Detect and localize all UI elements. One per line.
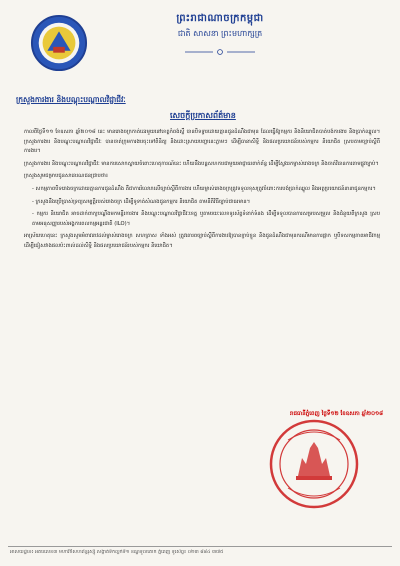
ornament-divider-icon [185, 49, 255, 55]
bullet-item: - សកម្មភាពបិទរោងចក្រដោយគ្មានការជូនដំណឹង គឺជាការរំលោភលើច្បាប់ស្តីពីការងារ ហើយម្ចាស់រោងចក្រត្រូវទទួលខុសត្រូវចំពោះការបង់ប្រាក់ឈ្នួល និងអត្ថប្រយោជន៍នានាជូនកម្មករ។ [32, 185, 376, 192]
official-seal-icon [268, 418, 360, 510]
body-paragraph: ក្រសួងសូមជម្រាបជូនសាធារណជនជ្រាបថា៖ [24, 173, 109, 180]
bullet-item: - ក្រសួងនឹងប្រើប្រាស់ទ្រព្យសម្បត្តិរបស់រោងចក្រ ដើម្បីទូទាត់សំណងជូនកម្មករ និយោជិត តាមនីតិវិធីច្បាប់ជាធរមាន។ [32, 198, 251, 205]
footer-address: អាសយដ្ឋាន៖ អគារលេខ៣ មហាវិថីសហព័ន្ធរុស្ស៊ី សង្កាត់ទឹកល្អក់ទី១ ខណ្ឌទួលគោក ភ្នំពេញ ទូរស័ព្ទ៖ ០២៣ ៨៨៤ ៣៧៥ [10, 550, 224, 555]
signature-date: រាជធានីភ្នំពេញ ថ្ងៃទី១២ ខែឧសភា ឆ្នាំ២០១៨ [290, 411, 384, 417]
ministry-logo-icon [30, 14, 88, 72]
footer-divider [8, 546, 392, 547]
body-paragraph: អាស្រ័យហេតុនេះ ក្រសួងសូមអំពាវនាវដល់ម្ចាស់រោងចក្រ សហគ្រាស ទាំងអស់ ត្រូវគោរពច្បាប់ស្តីពីការងារឱ្យបានខ្ជាប់ខ្ជួន និងជូនដំណឹងជាមុនករណីមានការផ្អាក ឬបិទសកម្មភាពអាជីវកម្ម ដើម្បីជៀសវាងផលប៉ះពាល់ដល់សិទ្ធិ និងផលប្រយោជន៍របស់កម្មករ និយោជិត។ [24, 233, 380, 249]
kingdom-title: ព្រះរាជាណាចក្រកម្ពុជា [176, 13, 264, 24]
ministry-name: ក្រសួងការងារ និងបណ្តុះបណ្តាលវិជ្ជាជីវៈ [16, 95, 126, 104]
document-body [24, 128, 380, 255]
body-paragraph: ក្រសួងការងារ និងបណ្តុះបណ្តាលវិជ្ជាជីវៈ មានការសោកស្តាយចំពោះហេតុការណ៍នេះ ហើយនឹងបន្តសហការជាមួយអាជ្ញាធរពាក់ព័ន្ធ ដើម្បីស្វែងរកម្ចាស់រោងចក្រ និងចាត់វិធានការតាមផ្លូវច្បាប់។ [24, 160, 379, 167]
national-motto: ជាតិ សាសនា ព្រះមហាក្សត្រ [177, 29, 263, 38]
body-paragraph: កាលពីថ្ងៃទី១១ ខែឧសភា ឆ្នាំ២០១៨ នេះ មានរោងចក្រកាត់ដេរមួយនៅខេត្តកំពង់ស្ពឺ បានបិទទ្វារដោយគ្មានជូនដំណឹងជាមុន ដែលធ្វើឱ្យកម្មករ និងនិយោជិតបាត់បង់ការងារ និងប្រាក់ឈ្នួល។ ក្រសួងការងារ និងបណ្តុះបណ្តាលវិជ្ជាជីវៈ បានចាត់ក្រុមការងារចុះទៅពិនិត្យ និងដោះស្រាយបញ្ហានេះភ្លាមៗ ដើម្បីធានាសិទ្ធិ និងផលប្រយោជន៍របស់កម្មករ និយោជិត ស្របតាមច្បាប់ស្តីពីការងារ។ [24, 129, 380, 155]
bullet-item: - កម្មករ និយោជិត អាចដាក់ពាក្យបណ្តឹងមកមន្ទីរការងារ និងបណ្តុះបណ្តាលវិជ្ជាជីវៈខេត្ត ឬតាមរយៈលេខទូរស័ព្ទទំនាក់ទំនង ដើម្បីទទួលបានការសម្របសម្រួល និងជំនួយពីក្រសួង ស្របតាមអនុសញ្ញារបស់អង្គការពលកម្មអន្តរជាតិ (ILO)។ [32, 211, 380, 227]
document-header [100, 12, 340, 59]
page-title: សេចក្តីប្រកាសព័ត៌មាន [170, 111, 236, 120]
